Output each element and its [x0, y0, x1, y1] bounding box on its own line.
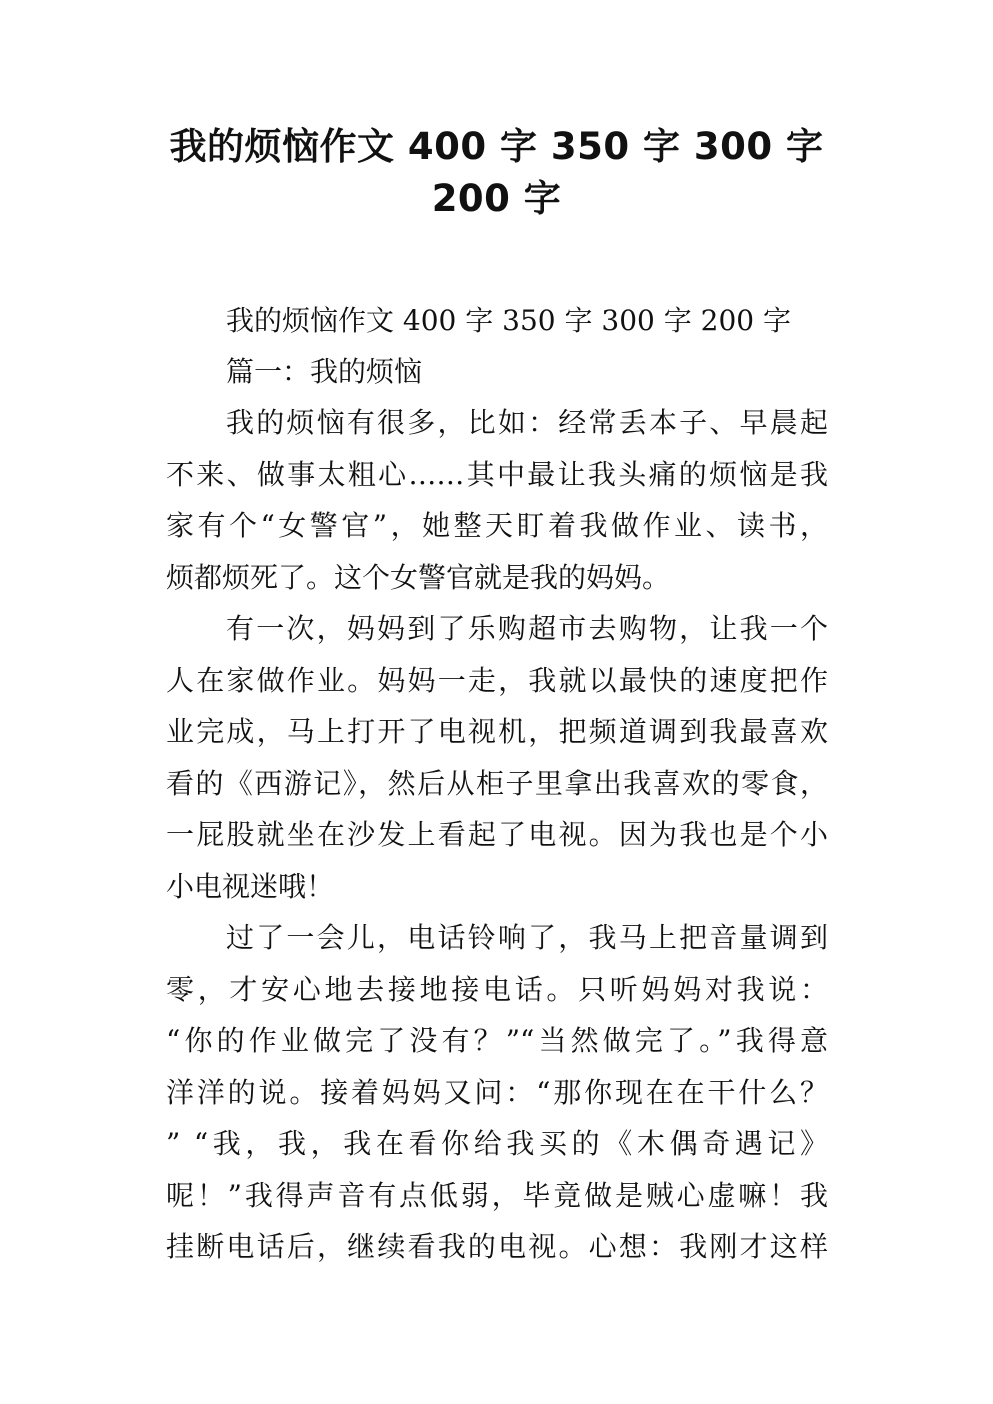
body-line: 看的《西游记》，然后从柜子里拿出我喜欢的零食，	[166, 767, 828, 800]
body-line: 呢！”我得声音有点低弱，毕竟做是贼心虚嘛！我	[166, 1179, 828, 1212]
body-line: “你的作业做完了没有？”“当然做完了。”我得意	[166, 1024, 828, 1057]
document-title-line-1: 我的烦恼作文 400 字 350 字 300 字	[169, 125, 824, 168]
body-line: 小电视迷哦！	[166, 870, 335, 903]
document-title-line-2: 200 字	[431, 177, 562, 220]
body-line: 零，才安心地去接地接电话。只听妈妈对我说：	[166, 973, 828, 1006]
body-line: 不来、做事太粗心……其中最让我头痛的烦恼是我	[166, 458, 828, 491]
body-line: 有一次，妈妈到了乐购超市去购物，让我一个	[226, 612, 828, 645]
body-line: 洋洋的说。接着妈妈又问：“那你现在在干什么？	[166, 1076, 828, 1109]
body-line: 业完成，马上打开了电视机，把频道调到我最喜欢	[166, 715, 828, 748]
body-line: 过了一会儿，电话铃响了，我马上把音量调到	[226, 921, 828, 954]
body-line: 人在家做作业。妈妈一走，我就以最快的速度把作	[166, 664, 828, 697]
body-line: 烦都烦死了。这个女警官就是我的妈妈。	[166, 561, 671, 594]
body-line: 挂断电话后，继续看我的电视。心想：我刚才这样	[166, 1230, 828, 1263]
body-line: ” “我，我，我在看你给我买的《木偶奇遇记》	[166, 1127, 828, 1160]
body-line: 我的烦恼作文 400 字 350 字 300 字 200 字	[226, 304, 791, 337]
body-line: 一屁股就坐在沙发上看起了电视。因为我也是个小	[166, 818, 828, 851]
body-line: 家有个“女警官”，她整天盯着我做作业、读书，	[166, 509, 828, 542]
body-line: 我的烦恼有很多，比如：经常丢本子、早晨起	[226, 406, 828, 439]
section-heading: 篇一：我的烦恼	[226, 355, 423, 388]
